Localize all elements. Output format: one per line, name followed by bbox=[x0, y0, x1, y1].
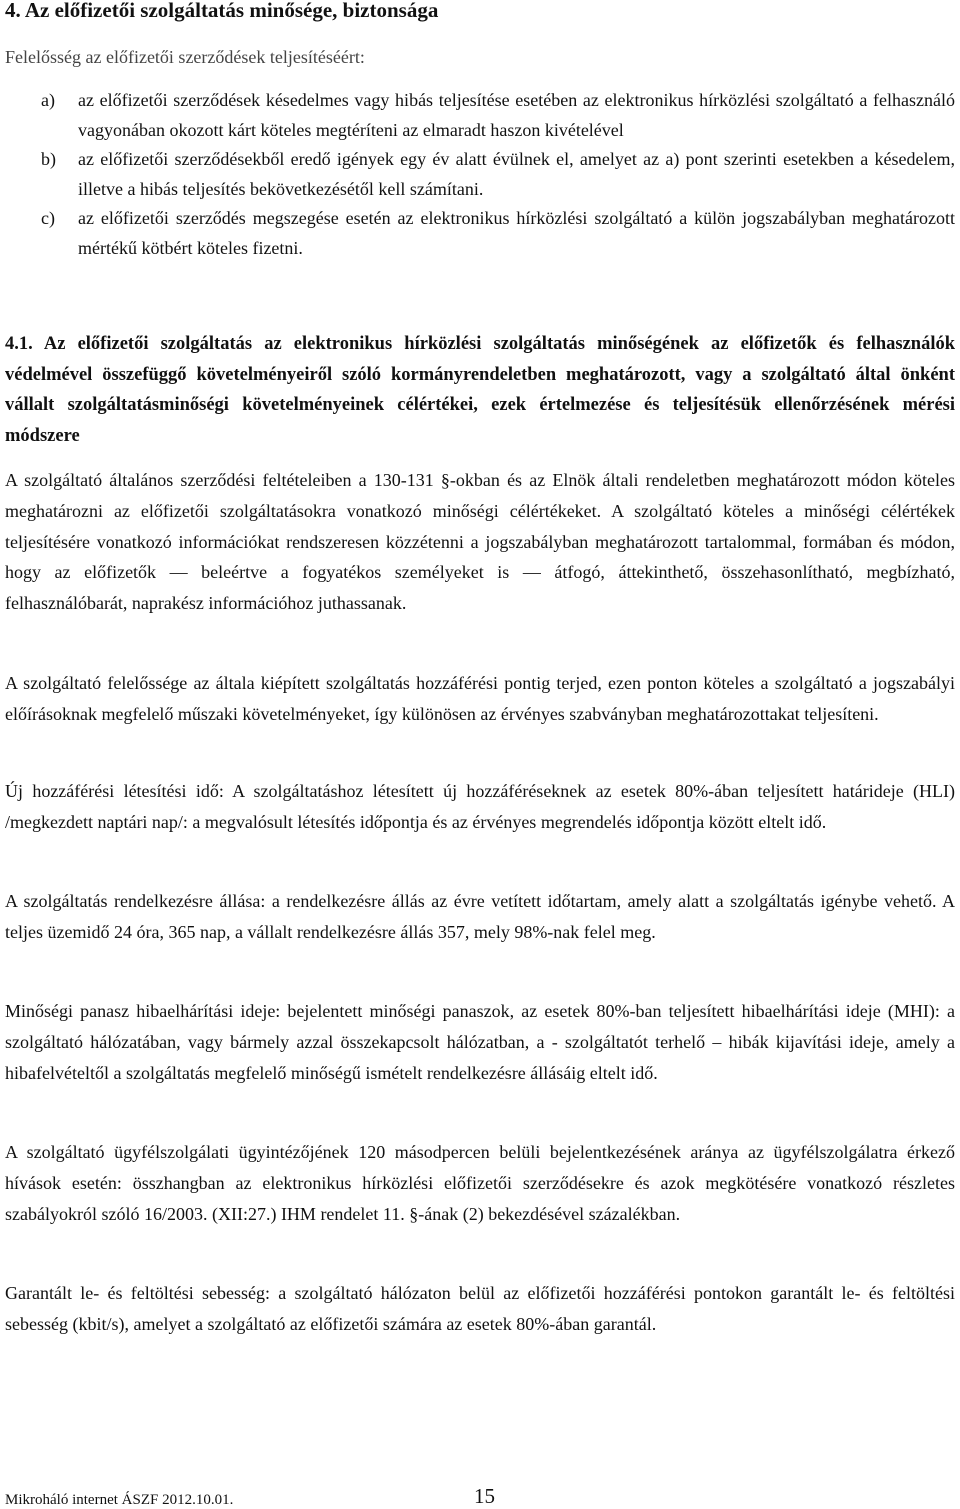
list-item-c bbox=[5, 204, 955, 263]
paragraph-customer-service: A szolgáltató ügyfélszolgálati ügyintézőjének 120 másodpercen belüli bejelentkezésének aránya az ügyfélszolgálatra érkező hívások esetén: összhangban az elektronikus hírközlési előfizetői szerződésekre és azok megkötésére vonatkozó részletes szabályokról szóló 16/2003. (XII:27.) IHM rendelet 11. §-ának (2) bekezdésével százalékban. bbox=[5, 1142, 955, 1224]
list-marker: b) bbox=[41, 149, 56, 169]
paragraph-guaranteed-speed: Garantált le- és feltöltési sebesség: a szolgáltató hálózaton belül az előfizetői hozzáférési pontokon garantált le- és feltöltési sebesség (kbit/s), amelyet a szolgáltató az előfizetői számára az esetek 80%-ában garantál. bbox=[5, 1283, 955, 1334]
list-item-text: az előfizetői szerződés megszegése esetén az elektronikus hírközlési szolgáltató a külön jogszabályban meghatározott mértékű kötbért köteles fizetni. bbox=[78, 208, 955, 258]
section-subtitle: Felelősség az előfizetői szerződések teljesítéséért: bbox=[5, 47, 365, 67]
page-number: 15 bbox=[474, 1484, 495, 1508]
list-marker: a) bbox=[41, 90, 55, 110]
list-item-b bbox=[5, 145, 955, 204]
list-marker: c) bbox=[41, 208, 55, 228]
section-title: 4. Az előfizetői szolgáltatás minősége, biztonsága bbox=[5, 0, 439, 22]
paragraph-availability: A szolgáltatás rendelkezésre állása: a rendelkezésre állás az évre vetített időtartam, amely alatt a szolgáltatás igénybe vehető. A teljes üzemidő 24 óra, 365 nap, a vállalt rendelkezésre állás 357, mely 98%-nak felel meg. bbox=[5, 891, 955, 942]
paragraph-responsibility: A szolgáltató felelőssége az általa kiépített szolgáltatás hozzáférési pontig terjed, ezen ponton köteles a szolgáltató a jogszabályi előírásoknak megfelelő műszaki követelményeket, így különösen az érvényes szabványban meghatározottakat teljesíteni. bbox=[5, 673, 955, 724]
list-item-text: az előfizetői szerződések késedelmes vagy hibás teljesítése esetében az elektronikus hírközlési szolgáltató a felhasználó vagyonában okozott kárt köteles megtéríteni az elmaradt haszon kivételével bbox=[78, 90, 955, 140]
liability-list bbox=[5, 86, 955, 263]
paragraph-complaint-repair: Minőségi panasz hibaelhárítási ideje: bejelentett minőségi panaszok, az esetek 80%-ban teljesített hibaelhárítási ideje (MHI): a szolgáltató hálózatában, vagy bármely azzal összekapcsolt hálózatban, a - szolgáltatót terhelő – hibák kijavítási ideje, amely a hibafelvételtől a szolgáltatás megfelelő minőségű ismételt rendelkezésre állásáig eltelt idő. bbox=[5, 1001, 955, 1083]
footer-document-label: Mikroháló internet ÁSZF 2012.10.01. bbox=[5, 1492, 234, 1508]
paragraph-quality-targets: A szolgáltató általános szerződési feltételeiben a 130-131 §-okban és az Elnök általi rendeletben meghatározott módon köteles meghatározni az előfizetői szolgáltatásokra vonatkozó minőségi célértékeket. A szolgáltató köteles a minőségi célértékek teljesítésére vonatkozó információkat rendszeresen közzétenni a jogszabályban meghatározott tartalommal, formában és módon, hogy az előfizetők — beleértve a fogyatékos személyeket is — átfogó, áttekinthető, összehasonlítható, megbízható, felhasználóbarát, naprakész információhoz juthassanak. bbox=[5, 470, 955, 614]
paragraph-installation-time: Új hozzáférési létesítési idő: A szolgáltatáshoz létesített új hozzáféréseknek az esetek 80%-ában teljesített határideje (HLI) /megkezdett naptári nap/: a megvalósult létesítés időpontja és az érvényes megrendelés időpontja között eltelt idő. bbox=[5, 781, 955, 832]
subsection-heading: 4.1. Az előfizetői szolgáltatás az elektronikus hírközlési szolgáltatás minőségének az előfizetők és felhasználók védelmével összefüggő követelményeiről szóló kormányrendeletben meghatározott, vagy a szolgáltató által önként vállalt szolgáltatásminőségi követelményeinek célértékei, ezek értelmezése és teljesítésük ellenőrzésének mérési módszere bbox=[5, 334, 955, 446]
list-item-text: az előfizetői szerződésekből eredő igények egy év alatt évülnek el, amelyet az a) pont szerinti esetekben a késedelem, illetve a hibás teljesítés bekövetkezésétől kell számítani. bbox=[78, 149, 955, 199]
list-item-a bbox=[5, 86, 955, 145]
